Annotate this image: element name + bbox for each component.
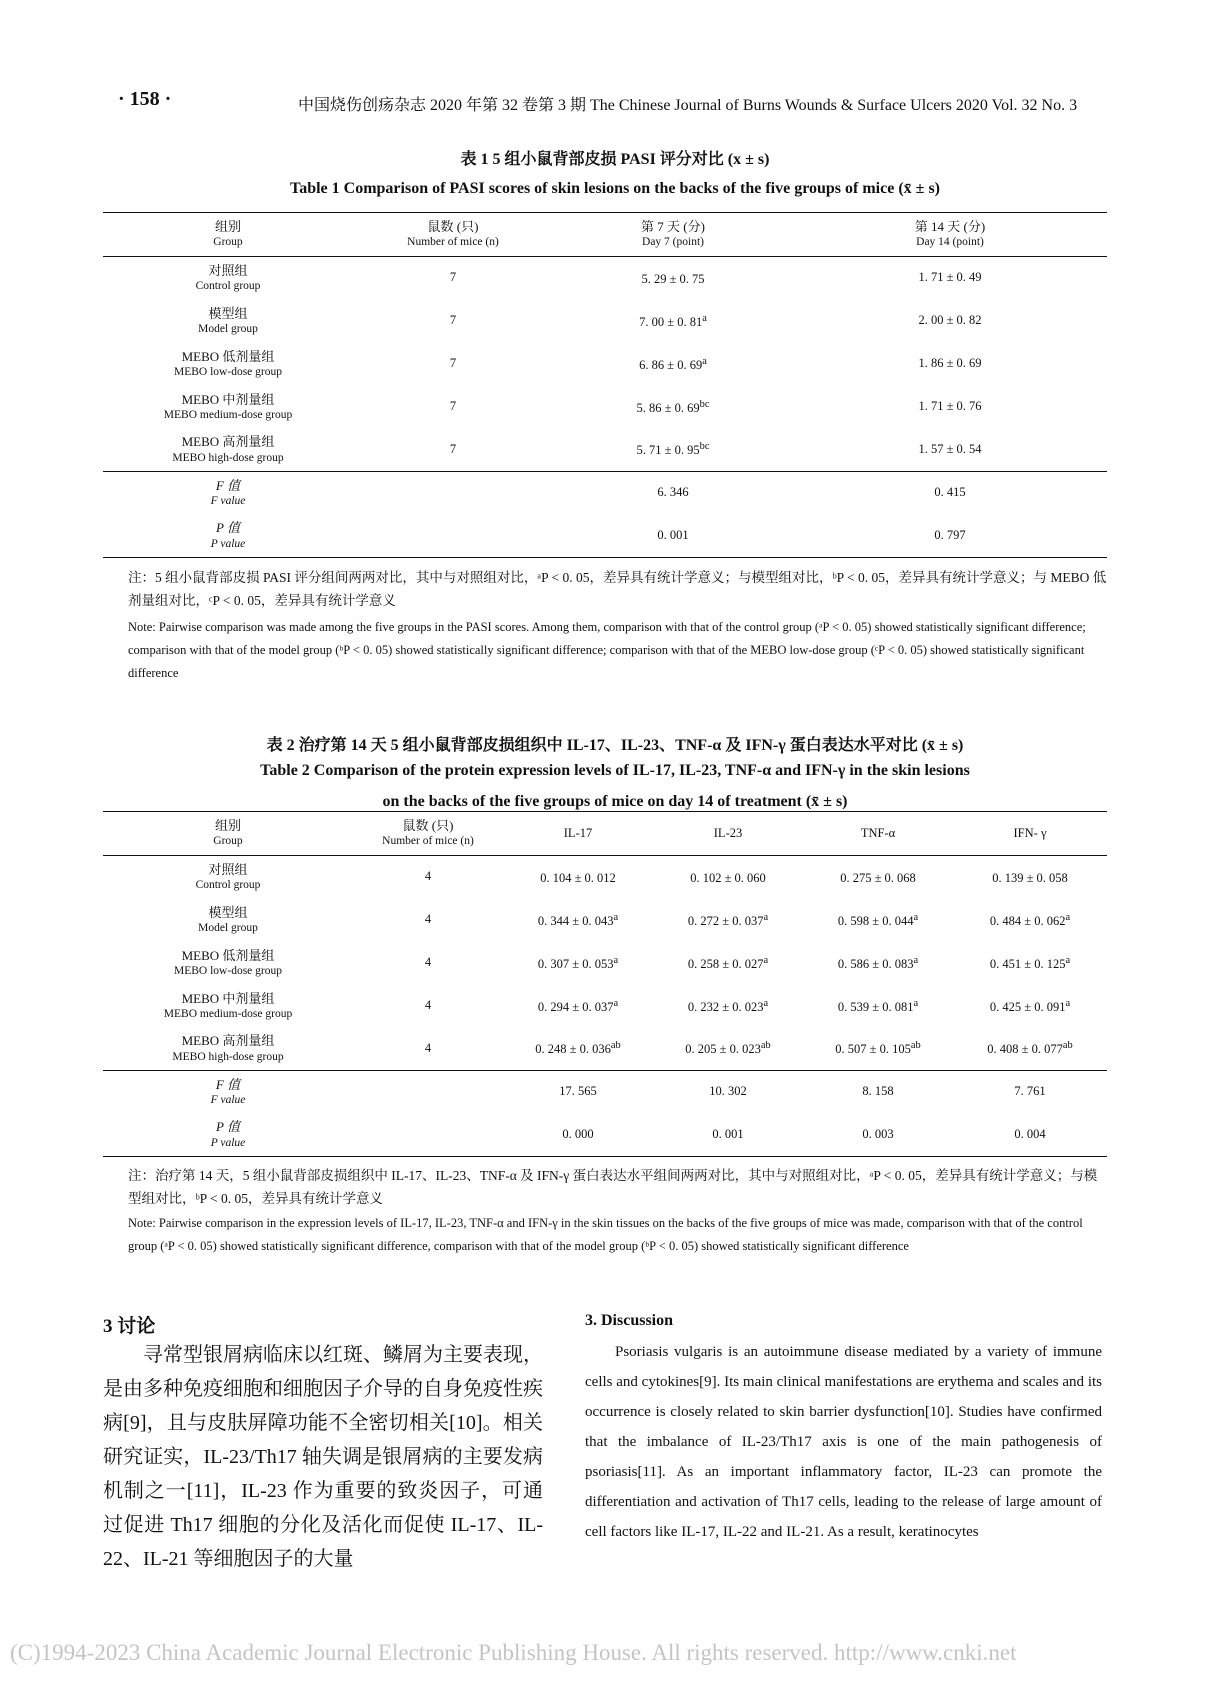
significance-mark: ab — [610, 1040, 621, 1052]
value-cell: 0. 307 ± 0. 053$^a$ — [537, 954, 619, 971]
table-row — [103, 300, 1107, 343]
value-cell: 5. 29 ± 0. 75 — [641, 272, 705, 287]
table1-note-zh: 注：5 组小鼠背部皮损 PASI 评分组间两两对比，其中与对照组对比，ᵃP < 0. 05，差异具有统计学意义；与模型组对比，ᵇP < 0. 05，差异具有统计学意义；与 MEBO 低剂量组对比，ᶜP < 0. 05，差异具有统计学意义 — [128, 570, 1107, 608]
group-cell: MEBO 中剂量组 MEBO medium-dose group — [163, 391, 293, 421]
significance-mark: a — [913, 911, 919, 923]
table-row — [103, 985, 1107, 1028]
value-cell: 0. 139 ± 0. 058 — [992, 871, 1068, 886]
column-header-group: 组别 Group — [103, 812, 353, 856]
mice-count-cell: 4 — [424, 955, 432, 970]
table-header-row — [103, 213, 1107, 257]
column-header-mice: 鼠数 (只) Number of mice (n) — [353, 213, 553, 257]
value-cell: 6. 86 ± 0. 69$^a$ — [639, 355, 707, 372]
table-row — [103, 899, 1107, 942]
table-row — [103, 429, 1107, 472]
mice-count-cell: 4 — [424, 869, 432, 884]
value-cell: 0. 451 ± 0. 125$^a$ — [989, 954, 1071, 971]
value-cell: 0. 507 ± 0. $105^{ab}$ — [835, 1040, 921, 1057]
table-row-p-value: P 值 P value 0. 000 0. 001 0. 003 0. 004 — [210, 1119, 1046, 1149]
significance-mark: a — [763, 954, 769, 966]
significance-mark: a — [913, 997, 919, 1009]
column-header-group: 组别 Group — [103, 213, 353, 257]
table-row — [103, 942, 1107, 985]
mice-count-cell: 7 — [449, 313, 457, 328]
significance-mark: ab — [760, 1040, 771, 1052]
table-row-f-value: F 值 F value 17. 565 10. 302 8. 158 7. 761 — [103, 1071, 1107, 1114]
table1-note-en: Note: Pairwise comparison was made among the five groups in the PASI scores. Among them, comparison with that of the control group (ᵃP < 0. 05) showed statistically significant difference; comparison with that of the model group (ᵇP < 0. 05) showed statistically significant difference; comparison with that of the MEBO low-dose group (ᶜP < 0. 05) showed statistically significant difference — [128, 620, 1086, 680]
group-cell: MEBO 中剂量组 MEBO medium-dose group — [163, 990, 293, 1020]
mice-count-cell: 7 — [449, 270, 457, 285]
value-cell: 0. 598 ± 0. 044$^a$ — [837, 911, 919, 928]
value-cell: 0. 294 ± 0. 037$^a$ — [537, 997, 619, 1014]
table-1 — [103, 212, 1107, 558]
column-header-day7: 第 7 天 (分) Day 7 (point) — [553, 213, 793, 257]
significance-mark: ab — [1062, 1040, 1073, 1052]
value-cell: 0. 272 ± 0. 037$^a$ — [687, 911, 769, 928]
table-row — [103, 1028, 1107, 1071]
value-cell: 0. 344 ± 0. 043$^a$ — [537, 911, 619, 928]
value-cell: 5. 71 ± 0. $95^{bc}$ — [636, 441, 710, 458]
group-cell: MEBO 低剂量组 MEBO low-dose group — [174, 947, 282, 977]
value-cell: 2. 00 ± 0. 82 — [918, 313, 982, 328]
mice-count-cell: 7 — [449, 399, 457, 414]
section-heading-zh: 3 讨论 — [103, 1316, 156, 1337]
mice-count-cell: 4 — [424, 912, 432, 927]
group-cell: MEBO 高剂量组 MEBO high-dose group — [172, 1033, 284, 1063]
group-cell: 模型组 Model group — [198, 305, 258, 335]
value-cell: 0. 102 ± 0. 060 — [690, 871, 766, 886]
mice-count-cell: 7 — [449, 441, 457, 456]
column-header-day14: 第 14 天 (分) Day 14 (point) — [793, 213, 1107, 257]
table-row-f-value: F 值 F value 6. 346 0. 415 — [103, 472, 1107, 515]
significance-mark: ab — [910, 1040, 921, 1052]
significance-mark: a — [702, 312, 707, 324]
discussion-body-zh: 寻常型银屑病临床以红斑、鳞屑为主要表现，是由多种免疫细胞和细胞因子介导的自身免疫性疾病[9]，且与皮肤屏障功能不全密切相关[10]。相关研究证实，IL-23/Th17 轴失调是银屑病的主要发病机制之一[11]，IL-23 作为重要的致炎因子，可通过促进 Th17 细胞的分化及活化而促使 IL-17、IL-22、IL-21 等细胞因子的大量 — [103, 1344, 543, 1570]
column-header-tnf: TNF-α — [803, 812, 953, 856]
value-cell: 0. 425 ± 0. 091$^a$ — [989, 997, 1071, 1014]
table-2 — [103, 811, 1107, 1157]
table2-caption-zh: 表 2 治疗第 14 天 5 组小鼠背部皮损组织中 IL-17、IL-23、TNF-α 及 IFN-γ 蛋白表达水平对比 (x̄ ± s) — [266, 737, 964, 754]
table1-caption-en: Table 1 Comparison of PASI scores of skin lesions on the backs of the five groups of mice (x̄ ± s) — [290, 180, 940, 197]
significance-mark: a — [1065, 911, 1071, 923]
mice-count-cell: 4 — [424, 998, 432, 1013]
column-header-il17: IL-17 — [503, 812, 653, 856]
column-header-ifn: IFN- γ — [953, 812, 1107, 856]
significance-mark: a — [1065, 954, 1071, 966]
table-row — [103, 856, 1107, 899]
column-header-il23: IL-23 — [653, 812, 803, 856]
value-cell: 1. 86 ± 0. 69 — [918, 356, 982, 371]
mice-count-cell: 4 — [424, 1040, 432, 1055]
significance-mark: a — [613, 997, 619, 1009]
table2-caption-en-line2: on the backs of the five groups of mice on day 14 of treatment (x̄ ± s) — [382, 793, 848, 810]
table-row — [103, 257, 1107, 300]
significance-mark: a — [613, 911, 619, 923]
significance-mark: a — [613, 954, 619, 966]
value-cell: 0. 248 ± 0. $036^{ab}$ — [535, 1040, 621, 1057]
value-cell: 0. 205 ± 0. $023^{ab}$ — [685, 1040, 771, 1057]
significance-mark: a — [913, 954, 919, 966]
significance-mark: bc — [699, 398, 710, 410]
group-cell: 对照组 Control group — [195, 262, 261, 293]
table-row — [103, 386, 1107, 429]
value-cell: 0. 408 ± 0. $077^{ab}$ — [987, 1040, 1073, 1057]
group-cell: 对照组 Control group — [195, 861, 261, 892]
table-row-p-value: P 值 P value 0. 001 0. 797 — [210, 520, 966, 550]
table2-caption-en-line1: Table 2 Comparison of the protein expression levels of IL-17, IL-23, TNF-α and IFN-γ in the skin lesions — [260, 762, 970, 779]
value-cell: 7. 00 ± 0. 81$^a$ — [639, 312, 707, 329]
mice-count-cell: 7 — [449, 356, 457, 371]
group-cell: 模型组 Model group — [198, 904, 258, 934]
significance-mark: bc — [699, 441, 710, 453]
group-cell: MEBO 高剂量组 MEBO high-dose group — [172, 434, 284, 464]
significance-mark: a — [763, 997, 769, 1009]
value-cell: 0. 484 ± 0. 062$^a$ — [989, 911, 1071, 928]
value-cell: 5. 86 ± 0. $69^{bc}$ — [636, 398, 710, 415]
value-cell: 0. 275 ± 0. 068 — [840, 871, 916, 886]
group-cell: MEBO 低剂量组 MEBO low-dose group — [174, 348, 282, 378]
page-number: · 158 · — [118, 88, 172, 110]
value-cell: 1. 71 ± 0. 49 — [918, 270, 982, 285]
significance-mark: a — [763, 911, 769, 923]
table1-caption-zh: 表 1 5 组小鼠背部皮损 PASI 评分对比 (x ± s) — [460, 151, 770, 168]
significance-mark: a — [1065, 997, 1071, 1009]
column-header-mice: 鼠数 (只) Number of mice (n) — [353, 812, 503, 856]
discussion-body-en: Psoriasis vulgaris is an autoimmune disease mediated by a variety of immune cells and cytokines[9]. Its main clinical manifestations are erythema and scales and its occurrence is closely related to skin barrier dysfunction[10]. Studies have confirmed that the imbalance of IL-23/Th17 axis is one of the main pathogenesis of psoriasis[11]. As an important inflammatory factor, IL-23 can promote the differentiation and activation of Th17 cells, leading to the release of large amount of cell factors like IL-17, IL-22 and IL-21. As a result, keratinocytes — [585, 1344, 1102, 1540]
table2-note-zh: 注：治疗第 14 天，5 组小鼠背部皮损组织中 IL-17、IL-23、TNF-α 及 IFN-γ 蛋白表达水平组间两两对比，其中与对照组对比，ᵃP < 0. 05，差异具有统计学意义；与模型组对比，ᵇP < 0. 05，差异具有统计学意义 — [128, 1168, 1098, 1206]
value-cell: 1. 57 ± 0. 54 — [918, 441, 982, 456]
value-cell: 1. 71 ± 0. 76 — [918, 399, 982, 414]
section-heading-en: 3. Discussion — [585, 1312, 674, 1329]
value-cell: 0. 104 ± 0. 012 — [540, 871, 616, 886]
table2-note-en: Note: Pairwise comparison in the expression levels of IL-17, IL-23, TNF-α and IFN-γ in the skin tissues on the backs of the five groups of mice was made, comparison with that of the control group (ᵃP < 0. 05) showed statistically significant difference, comparison with that of the model group (ᵇP < 0. 05) showed statistically significant difference — [128, 1216, 1083, 1253]
significance-mark: a — [702, 355, 707, 367]
value-cell: 0. 232 ± 0. 023$^a$ — [687, 997, 769, 1014]
value-cell: 0. 586 ± 0. 083$^a$ — [837, 954, 919, 971]
table-row — [103, 343, 1107, 386]
value-cell: 0. 258 ± 0. 027$^a$ — [687, 954, 769, 971]
value-cell: 0. 539 ± 0. 081$^a$ — [837, 997, 919, 1014]
table-header-row — [103, 812, 1107, 856]
running-header: 中国烧伤创疡杂志 2020 年第 32 卷第 3 期 The Chinese Journal of Burns Wounds & Surface Ulcers 2020 Vol. 32 No. 3 — [298, 97, 1078, 114]
copyright-footer: (C)1994-2023 China Academic Journal Electronic Publishing House. All rights reserved. http://www.cnki.net — [10, 1640, 1017, 1665]
